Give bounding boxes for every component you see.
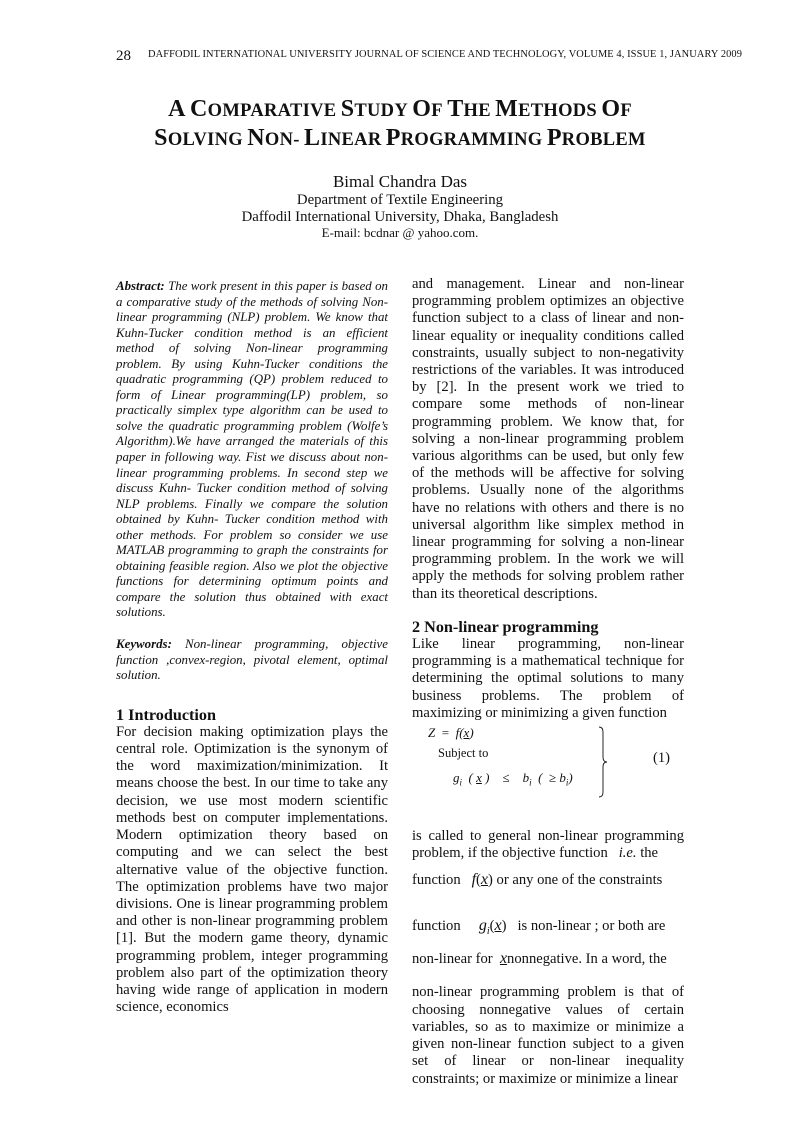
keywords-text: Non-linear programming, objective function ,convex-region, pivotal element, optimal solution. — [116, 637, 388, 683]
title-line-1-word-5-rest: ETHODS — [518, 101, 598, 121]
nonlinear-text-a: is called to general non-linear programming problem, if the objective function i.e. the — [412, 828, 684, 862]
author-email: E-mail: bcdnar @ yahoo.com. — [321, 225, 479, 240]
title-line-1-word-5-initial: M — [495, 96, 519, 122]
author-affiliation: Daffodil International University, Dhaka, Bangladesh — [241, 209, 559, 225]
abstract — [116, 279, 388, 621]
title-line-1-word-1-rest: OMPARATIVE — [207, 101, 337, 121]
title-line-2-word-2-initial: L — [304, 125, 321, 151]
equation-1 — [412, 724, 684, 802]
section-heading-nonlinear: 2 Non-linear programming — [412, 617, 599, 636]
nonlinear-text-b: function f(x) or any one of the constraints — [412, 871, 663, 889]
title-line-1-word-6-rest: F — [620, 101, 632, 121]
nonlinear-text-c: function $g_i(x)$ is non-linear ; or both are — [412, 917, 666, 938]
abstract-label: Abstract: — [116, 279, 165, 293]
running-header: DAFFODIL INTERNATIONAL UNIVERSITY JOURNAL OF SCIENCE AND TECHNOLOGY, VOLUME 4, ISSUE 1, JANUARY 2009 — [148, 49, 742, 60]
title-line-2-word-1-initial: N — [247, 125, 265, 151]
title-line-2-word-4-rest: ROBLEM — [561, 130, 646, 150]
title-line-1-word-0-initial: A — [168, 96, 186, 122]
title-line-2-word-0-initial: S — [154, 125, 168, 151]
title-line-2-word-3-rest: ROGRAMMING — [400, 130, 543, 150]
title-line-2-word-1-rest: ON- — [264, 130, 300, 150]
right-column — [412, 276, 684, 1088]
title-line-1-word-1-initial: C — [190, 96, 208, 122]
abstract-text: The work present in this paper is based on a comparative study of the methods of solving Non-linear programming (NLP) problem. We know that Kuhn-Tucker condition method is an efficient method of solving Non-linear programming problem. By using Kuhn-Tucker conditions the quadratic programming (QP) problem reduced to form of Linear programming(LP) problem, so practically simplex type algorithm can be used to solve the quadratic programming problem (Wolfe’s Algorithm).We have arranged the materials of this paper in following way. Fist we discuss about non-linear programming problems. In second step we discuss Kuhn- Tucker condition method of solving NLP problems. Finally we compare the solution obtained by Kuhn- Tucker condition method with other methods. For problem so consider we use MATLAB programming to graph the constraints for obtaining feasible region. Also we plot the objective functions for determining optimum points and compare the solution thus obtained with exact solutions. — [116, 279, 388, 620]
equation-subject-to: Subject to — [438, 746, 489, 761]
title-line-2-word-0-rest: OLVING — [167, 130, 243, 150]
title-line-1-word-2-rest: TUDY — [354, 101, 408, 121]
title-line-1-word-4-initial: T — [447, 96, 464, 122]
page-number: 28 — [116, 48, 131, 64]
nonlinear-text-e: non-linear programming problem is that of choosing nonnegative values of certain variables, so as to maximize or minimize a given non-linear function subject to a given set of linear or non-linear inequality constraints; or maximize or minimize a linear — [412, 984, 684, 1087]
equation-constraint: $g_i$ ( x ) ≤ $b_i$ ( ≥ $b_i$) — [453, 770, 573, 788]
equation-objective: Z = f(x) — [428, 725, 474, 741]
nonlinear-text-d: non-linear for xnonnegative. In a word, the — [412, 950, 667, 968]
keywords-label: Keywords: — [116, 637, 172, 652]
section-heading-introduction: 1 Introduction — [116, 705, 216, 724]
title-line-2-word-3-initial: P — [385, 125, 401, 151]
equation-number: (1) — [653, 750, 671, 767]
paper-title-line-1 — [60, 96, 740, 123]
right-brace-icon — [598, 726, 608, 798]
title-line-1-word-4-rest: HE — [463, 101, 491, 121]
title-line-1-word-6-initial: O — [601, 96, 621, 122]
title-line-1-word-3-rest: F — [431, 101, 443, 121]
author-name: Bimal Chandra Das — [332, 172, 468, 191]
title-line-2-word-2-rest: INEAR — [320, 130, 382, 150]
introduction-paragraph: For decision making optimization plays the central role. Optimization is the synonym of the word maximization/minimization. It means choose the best. In our time to take any decision, we use most modern scientific methods best on computer implementations. Modern optimization theory based on computing and we can select the best alternative value of the objective function. The optimization problems have two major divisions. One is linear programming problem and other is non-linear programming problem [1]. But the modern game theory, dynamic programming problem, integer programming problem also part of the optimization theory having wide range of application in modern science, economics — [116, 723, 388, 1016]
author-department: Department of Textile Engineering — [296, 192, 504, 208]
title-line-1-word-3-initial: O — [412, 96, 432, 122]
left-column — [116, 279, 388, 1016]
title-line-1-word-2-initial: S — [340, 96, 355, 122]
keywords — [116, 637, 388, 684]
nonlinear-intro: Like linear programming, non-linear programming is a mathematical technique for determining the optimal solutions to many business problems. The problem of maximizing or minimizing a given function — [412, 636, 684, 721]
title-line-2-word-4-initial: P — [546, 125, 562, 151]
paper-title-line-2 — [60, 125, 740, 152]
introduction-continued: and management. Linear and non-linear programming problem optimizes an objective function subject to a class of linear and non-linear equality or inequality conditions called constraints, usually subject to non-negativity restrictions of the variables. It was introduced by [2]. In the present work we tried to compare some methods of non-linear programming problem. We know that, for solving a non-linear programming problem various algorithms can be used, but only few of the methods will be affective for solving problems. Usually none of the algorithms have no relations with others and there is no universal algorithm like simplex method in linear programming for solving a non-linear programming problem. In the work we will apply the methods for solving problem rather than its theoretical descriptions. — [412, 276, 684, 602]
